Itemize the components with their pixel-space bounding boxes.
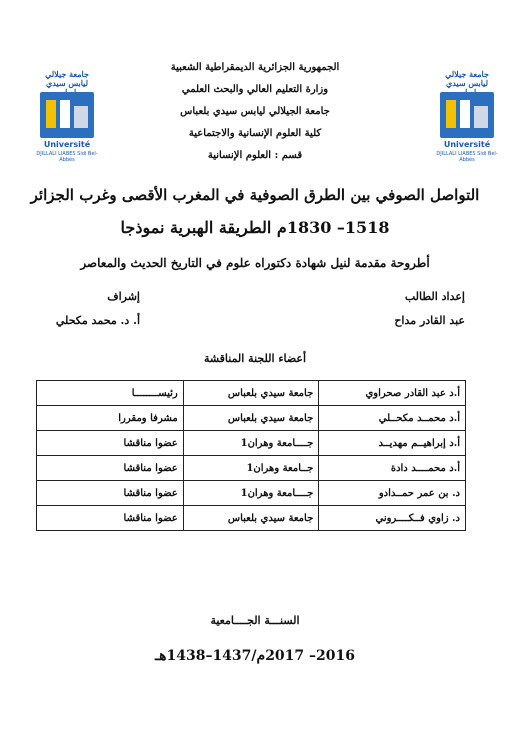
member-name: د. زاوي فــكــــروني [319, 506, 466, 531]
member-name: أ.د إبراهيــم مهديــد [319, 431, 466, 456]
logo-emblem [440, 92, 494, 138]
logo-arabic-text: جامعة جيلالي ليابس سيدي [45, 69, 89, 88]
member-university: جامعة سيدي بلعباس [183, 381, 319, 406]
table-row [37, 431, 466, 456]
member-role: عضوا مناقشا [37, 456, 184, 481]
member-name: د. بن عمر حمــدادو [319, 481, 466, 506]
academic-years: 2016– 2017م/1437–1438هـ [154, 648, 355, 664]
table-row [37, 406, 466, 431]
member-name: أ.د محمــــد دادة [319, 456, 466, 481]
header-university: جامعة الجيلالي ليابس سيدي بلعباس [180, 106, 330, 117]
thesis-title-line2: 1518– 1830م الطريقة الهبرية نموذجا [120, 218, 390, 237]
member-university: جــامعة وهران1 [183, 456, 319, 481]
table-row [37, 381, 466, 406]
member-university: جــــامعة وهران1 [183, 481, 319, 506]
logo-arabic-text: جامعة جيلالي ليابس سيدي [445, 69, 489, 88]
member-role: عضوا مناقشا [37, 506, 184, 531]
header-republic: الجمهورية الجزائرية الديمقراطية الشعبية [170, 62, 340, 73]
committee-heading: أعضاء اللجنة المناقشة [203, 352, 307, 365]
table-row [37, 456, 466, 481]
logo-subtitle: DJILLALI LIABES Sidi Bel-Abbès [436, 151, 498, 163]
member-university: جــــامعة وهران1 [183, 431, 319, 456]
thesis-subtitle: أطروحة مقدمة لنيل شهادة دكتوراه علوم في التاريخ الحديث والمعاصر [80, 256, 430, 270]
table-row [37, 481, 466, 506]
table-row [37, 506, 466, 531]
header-department: قسم : العلوم الإنسانية [207, 150, 303, 161]
logo-name: Université [443, 140, 491, 149]
member-role: مشرفا ومقررا [37, 406, 184, 431]
member-name: أ.د عبد القادر صحراوي [319, 381, 466, 406]
thesis-title-line1: التواصل الصوفي بين الطرق الصوفية في المغرب الأقصى وغرب الجزائر [30, 186, 480, 204]
supervisor-label: إشراف [107, 290, 140, 303]
header-ministry: وزارة التعليم العالي والبحث العلمي [181, 84, 329, 95]
supervisor-name: أ. د. محمد مكحلي [55, 314, 140, 327]
academic-year-label: السنـــة الجــــامعية [210, 614, 300, 627]
logo-subtitle: DJILLALI LIABES Sidi Bel-Abbès [36, 151, 98, 163]
student-label: إعداد الطالب [404, 290, 465, 303]
university-logo-right [436, 70, 498, 168]
committee-table [36, 380, 466, 531]
logo-name: Université [43, 140, 91, 149]
header-faculty: كلية العلوم الإنسانية والاجتماعية [188, 128, 322, 139]
member-university: جامعة سيدي بلعباس [183, 406, 319, 431]
university-logo-left [36, 70, 98, 168]
member-role: عضوا مناقشا [37, 431, 184, 456]
student-name: عبد القادر مداح [394, 314, 465, 327]
member-name: أ.د محمــد مكحــلي [319, 406, 466, 431]
logo-emblem [40, 92, 94, 138]
member-role: رئيســــــــا [37, 381, 184, 406]
member-university: جامعة سيدي بلعباس [183, 506, 319, 531]
member-role: عضوا مناقشا [37, 481, 184, 506]
